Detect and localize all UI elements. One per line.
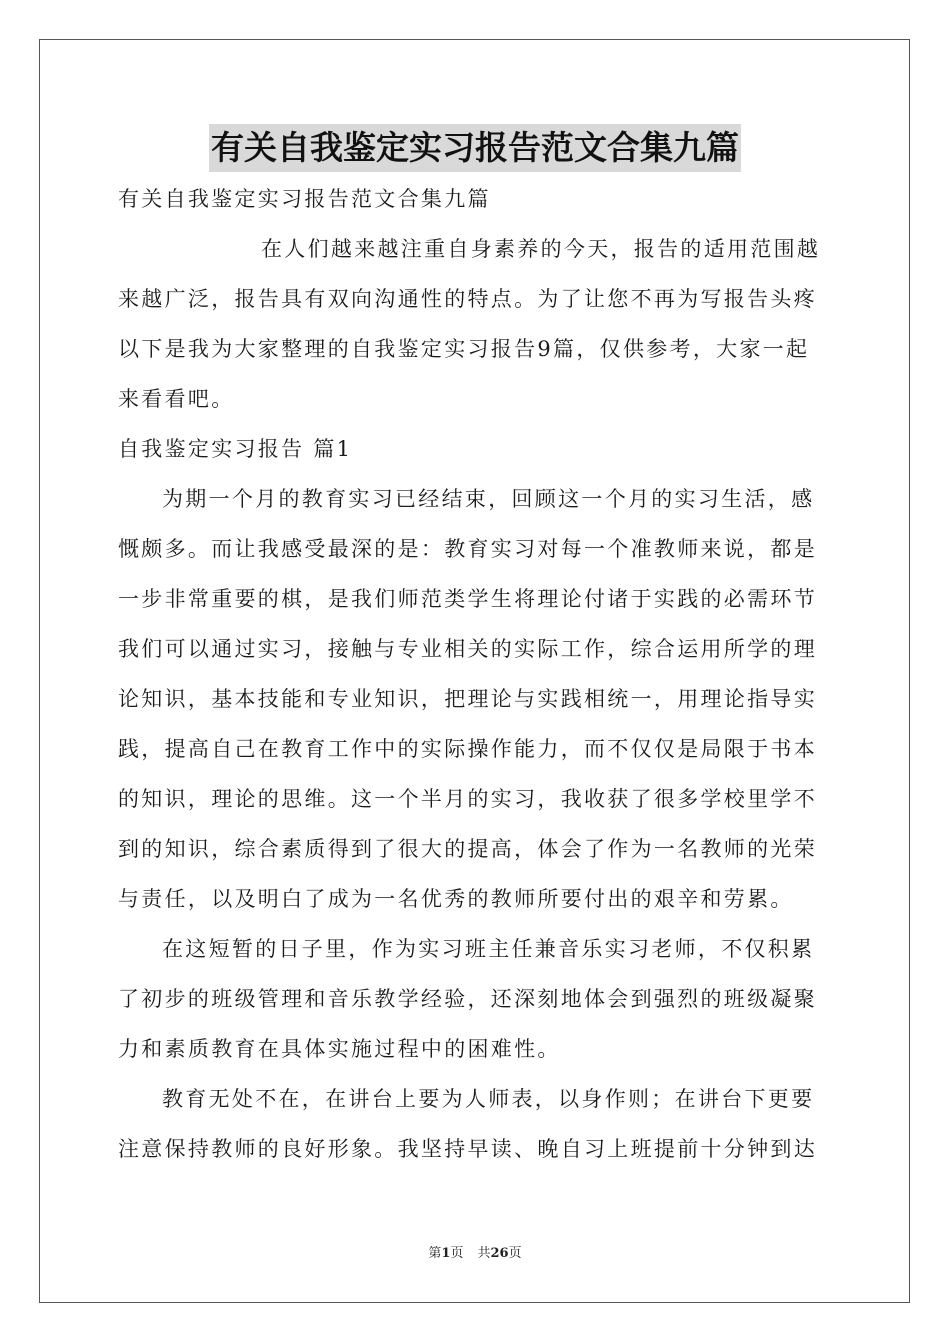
paragraph-line: 以下是我为大家整理的自我鉴定实习报告9篇，仅供参考，大家一起 [118, 337, 810, 361]
paragraph-line: 力和素质教育在具体实施过程中的困难性。 [118, 1037, 561, 1061]
paragraph-line: 到的知识，综合素质得到了很大的提高，体会了作为一名教师的光荣 [118, 837, 817, 861]
paragraph-line: 教育无处不在，在讲台上要为人师表，以身作则；在讲台下更要 [162, 1087, 815, 1111]
page-prefix: 第 [428, 1246, 442, 1261]
page-total: 26 [490, 1246, 509, 1261]
paragraph-line: 在人们越来越注重自身素养的今天，报告的适用范围越 [261, 237, 821, 261]
paragraph-line: 践，提高自己在教育工作中的实际操作能力，而不仅仅是局限于书本 [118, 737, 817, 761]
paragraph-line: 来看看吧。 [118, 387, 235, 411]
page-footer [0, 1244, 950, 1264]
title-container [0, 124, 950, 172]
paragraph-line: 慨颇多。而让我感受最深的是：教育实习对每一个准教师来说，都是 [118, 537, 817, 561]
page-current: 1 [441, 1246, 451, 1261]
paragraph-line: 了初步的班级管理和音乐教学经验，还深刻地体会到强烈的班级凝聚 [118, 987, 817, 1011]
paragraph-line: 来越广泛，报告具有双向沟通性的特点。为了让您不再为写报告头疼 [118, 287, 817, 311]
document-subtitle: 有关自我鉴定实习报告范文合集九篇 [118, 187, 491, 211]
paragraph-line: 一步非常重要的棋，是我们师范类学生将理论付诸于实践的必需环节 [118, 587, 817, 611]
section-heading: 自我鉴定实习报告 篇1 [118, 437, 353, 461]
document-title: 有关自我鉴定实习报告范文合集九篇 [209, 124, 741, 172]
paragraph-line: 在这短暂的日子里，作为实习班主任兼音乐实习老师，不仅积累 [162, 937, 815, 961]
paragraph-line: 的知识，理论的思维。这一个半月的实习，我收获了很多学校里学不 [118, 787, 817, 811]
paragraph-line: 论知识，基本技能和专业知识，把理论与实践相统一，用理论指导实 [118, 687, 817, 711]
paragraph-line: 我们可以通过实习，接触与专业相关的实际工作，综合运用所学的理 [118, 637, 817, 661]
total-suffix: 页 [508, 1246, 522, 1261]
page-suffix: 页 [450, 1246, 464, 1261]
total-prefix: 共 [477, 1246, 491, 1261]
paragraph-line: 与责任，以及明白了成为一名优秀的教师所要付出的艰辛和劳累。 [118, 887, 794, 911]
paragraph-line: 注意保持教师的良好形象。我坚持早读、晚自习上班提前十分钟到达 [118, 1137, 817, 1161]
paragraph-line: 为期一个月的教育实习已经结束，回顾这一个月的实习生活，感 [162, 487, 815, 511]
